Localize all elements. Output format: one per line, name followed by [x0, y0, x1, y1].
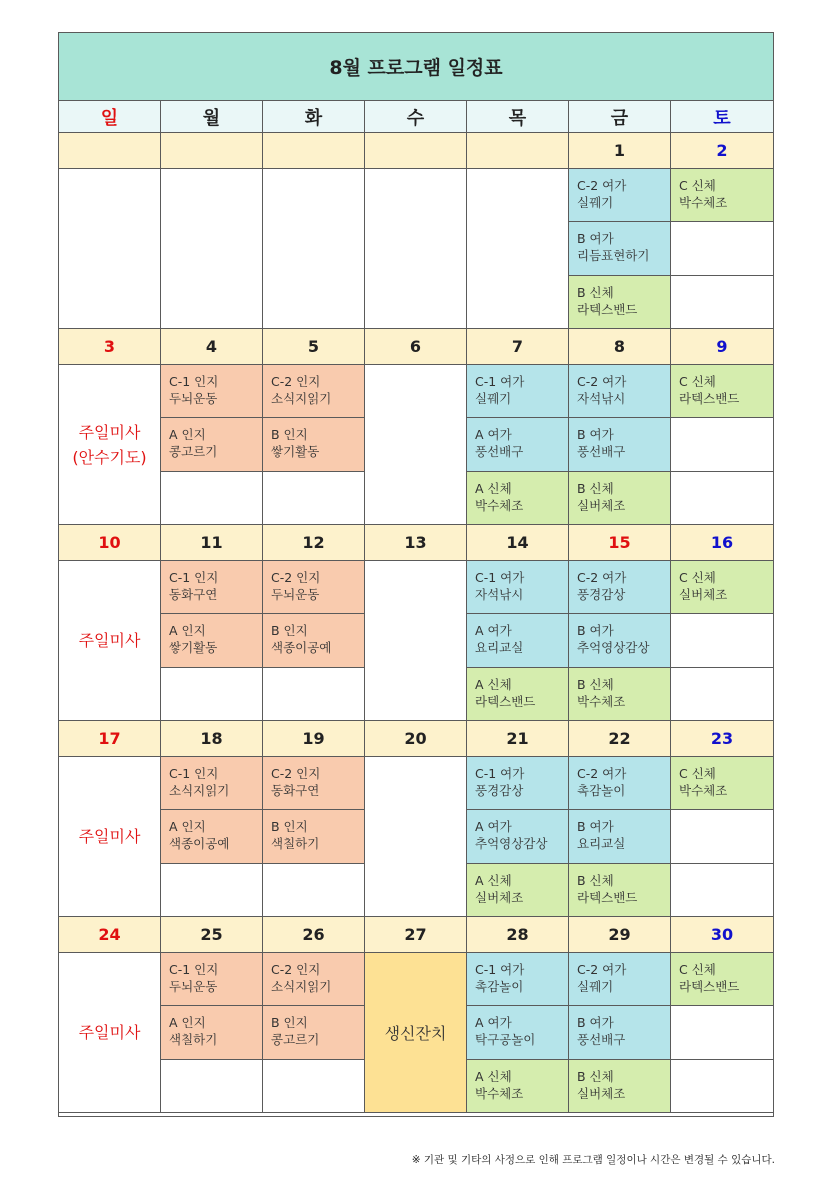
program-group: C-1 인지 — [169, 766, 219, 781]
date-cell: 8 — [569, 329, 671, 365]
program-group: A 인지 — [169, 623, 206, 638]
program-group: A 인지 — [169, 1015, 206, 1030]
program-activity: 풍선배구 — [577, 444, 626, 459]
program-activity: 실버체조 — [475, 890, 524, 905]
empty-cell — [365, 169, 467, 329]
sunday-mass-text: 주일미사 — [78, 631, 141, 650]
program-physical-cell — [671, 757, 773, 810]
program-group: B 인지 — [271, 427, 308, 442]
empty-cell — [671, 472, 773, 525]
program-activity: 박수체조 — [475, 498, 524, 513]
program-activity: 실꿰기 — [475, 391, 512, 406]
program-group: C 신체 — [679, 178, 716, 193]
program-activity: 촉감놀이 — [577, 783, 626, 798]
program-leisure-cell — [569, 810, 671, 864]
weekday-header: 화 — [263, 101, 365, 133]
empty-cell — [263, 472, 365, 525]
program-activity: 색종이공예 — [271, 640, 332, 655]
program-physical-cell — [569, 1060, 671, 1113]
program-leisure-cell — [467, 810, 569, 864]
program-group: C-2 여가 — [577, 962, 627, 977]
birthday-party-label: 생신잔치 — [384, 1024, 447, 1043]
program-physical-cell — [569, 668, 671, 721]
program-physical-cell — [569, 864, 671, 917]
date-cell: 30 — [671, 917, 773, 953]
program-cognitive-cell — [161, 757, 263, 810]
date-cell: 6 — [365, 329, 467, 365]
program-cognitive-cell — [161, 953, 263, 1006]
program-physical-cell — [467, 864, 569, 917]
program-group: C-1 인지 — [169, 962, 219, 977]
date-cell: 17 — [59, 721, 161, 757]
program-leisure-cell — [569, 757, 671, 810]
program-activity: 라텍스밴드 — [679, 391, 740, 406]
program-activity: 박수체조 — [577, 694, 626, 709]
sunday-mass-cell — [59, 757, 161, 917]
program-cognitive-cell — [161, 365, 263, 418]
program-group: A 신체 — [475, 873, 512, 888]
program-physical-cell — [569, 276, 671, 329]
date-cell: 4 — [161, 329, 263, 365]
program-group: A 인지 — [169, 819, 206, 834]
program-activity: 풍경감상 — [577, 587, 626, 602]
program-activity: 실버체조 — [679, 587, 728, 602]
date-cell: 29 — [569, 917, 671, 953]
program-activity: 두뇌운동 — [271, 587, 320, 602]
date-cell: 20 — [365, 721, 467, 757]
empty-cell — [161, 864, 263, 917]
program-group: C-1 인지 — [169, 374, 219, 389]
program-cognitive-cell — [161, 810, 263, 864]
empty-cell — [671, 418, 773, 472]
sunday-mass-cell — [59, 169, 161, 329]
program-physical-cell — [671, 561, 773, 614]
program-leisure-cell — [467, 757, 569, 810]
footnote: ※ 기관 및 기타의 사정으로 인해 프로그램 일정이나 시간은 변경될 수 있습니다. — [411, 1154, 775, 1166]
program-group: C-2 여가 — [577, 374, 627, 389]
empty-cell — [467, 169, 569, 329]
program-activity: 실꿰기 — [577, 195, 614, 210]
sunday-mass-text: 주일미사 (안수기도) — [72, 422, 147, 467]
program-leisure-cell — [569, 1006, 671, 1060]
weekday-header: 일 — [59, 101, 161, 133]
program-group: A 여가 — [475, 623, 512, 638]
program-activity: 두뇌운동 — [169, 979, 218, 994]
program-activity: 요리교실 — [577, 836, 626, 851]
program-group: C 신체 — [679, 570, 716, 585]
sunday-mass-text: 주일미사 — [78, 827, 141, 846]
program-group: C-2 여가 — [577, 570, 627, 585]
program-leisure-cell — [467, 1006, 569, 1060]
program-activity: 실꿰기 — [577, 979, 614, 994]
program-group: B 신체 — [577, 285, 614, 300]
date-cell: 3 — [59, 329, 161, 365]
program-group: B 신체 — [577, 481, 614, 496]
program-group: A 인지 — [169, 427, 206, 442]
program-physical-cell — [569, 472, 671, 525]
program-cognitive-cell — [263, 365, 365, 418]
program-activity: 두뇌운동 — [169, 391, 218, 406]
empty-cell — [365, 365, 467, 525]
program-leisure-cell — [467, 418, 569, 472]
date-cell: 16 — [671, 525, 773, 561]
program-cognitive-cell — [263, 614, 365, 668]
program-group: B 여가 — [577, 231, 614, 246]
program-leisure-cell — [569, 365, 671, 418]
empty-cell — [671, 864, 773, 917]
program-activity: 라텍스밴드 — [577, 302, 638, 317]
program-leisure-cell — [569, 953, 671, 1006]
birthday-party-cell — [365, 953, 467, 1113]
program-cognitive-cell — [161, 1006, 263, 1060]
program-group: A 여가 — [475, 1015, 512, 1030]
page-title: 8월 프로그램 일정표 — [59, 33, 773, 101]
program-activity: 추억영상감상 — [577, 640, 650, 655]
program-cognitive-cell — [161, 614, 263, 668]
program-activity: 박수체조 — [475, 1086, 524, 1101]
program-activity: 콩고르기 — [169, 444, 218, 459]
program-activity: 라텍스밴드 — [577, 890, 638, 905]
empty-cell — [365, 561, 467, 721]
empty-cell — [671, 1006, 773, 1060]
program-activity: 동화구연 — [271, 783, 320, 798]
program-cognitive-cell — [263, 1006, 365, 1060]
program-group: B 신체 — [577, 1069, 614, 1084]
empty-cell — [365, 757, 467, 917]
program-leisure-cell — [569, 614, 671, 668]
date-cell: 28 — [467, 917, 569, 953]
program-group: C 신체 — [679, 374, 716, 389]
program-group: C-2 인지 — [271, 374, 321, 389]
program-activity: 촉감놀이 — [475, 979, 524, 994]
date-cell: 15 — [569, 525, 671, 561]
program-activity: 콩고르기 — [271, 1032, 320, 1047]
date-cell — [263, 133, 365, 169]
weekday-header: 월 — [161, 101, 263, 133]
date-cell: 1 — [569, 133, 671, 169]
program-activity: 실버체조 — [577, 498, 626, 513]
date-cell — [161, 133, 263, 169]
program-group: A 여가 — [475, 819, 512, 834]
program-activity: 자석낚시 — [475, 587, 524, 602]
program-activity: 박수체조 — [679, 195, 728, 210]
program-group: B 여가 — [577, 623, 614, 638]
weekday-header: 토 — [671, 101, 773, 133]
program-group: C-2 여가 — [577, 178, 627, 193]
program-leisure-cell — [467, 614, 569, 668]
empty-cell — [671, 668, 773, 721]
program-activity: 자석낚시 — [577, 391, 626, 406]
program-physical-cell — [467, 472, 569, 525]
program-physical-cell — [671, 169, 773, 222]
program-group: A 신체 — [475, 677, 512, 692]
date-cell: 12 — [263, 525, 365, 561]
program-activity: 실버체조 — [577, 1086, 626, 1101]
program-activity: 색칠하기 — [271, 836, 320, 851]
empty-cell — [161, 668, 263, 721]
empty-cell — [263, 668, 365, 721]
date-cell: 19 — [263, 721, 365, 757]
program-activity: 풍경감상 — [475, 783, 524, 798]
program-group: C-2 인지 — [271, 766, 321, 781]
program-cognitive-cell — [263, 757, 365, 810]
program-leisure-cell — [467, 365, 569, 418]
date-cell: 9 — [671, 329, 773, 365]
program-leisure-cell — [569, 561, 671, 614]
program-activity: 색칠하기 — [169, 1032, 218, 1047]
program-activity: 소식지읽기 — [271, 391, 332, 406]
program-activity: 풍선배구 — [577, 1032, 626, 1047]
program-activity: 요리교실 — [475, 640, 524, 655]
date-cell: 7 — [467, 329, 569, 365]
date-cell: 24 — [59, 917, 161, 953]
program-group: C 신체 — [679, 766, 716, 781]
date-cell — [59, 133, 161, 169]
date-cell: 10 — [59, 525, 161, 561]
program-leisure-cell — [569, 418, 671, 472]
program-leisure-cell — [467, 561, 569, 614]
sunday-mass-text: 주일미사 — [78, 1023, 141, 1042]
program-group: B 여가 — [577, 427, 614, 442]
date-cell: 18 — [161, 721, 263, 757]
date-cell — [365, 133, 467, 169]
date-cell: 26 — [263, 917, 365, 953]
program-group: B 인지 — [271, 623, 308, 638]
date-cell: 5 — [263, 329, 365, 365]
date-cell: 14 — [467, 525, 569, 561]
date-cell: 25 — [161, 917, 263, 953]
empty-cell — [671, 810, 773, 864]
program-activity: 라텍스밴드 — [475, 694, 536, 709]
program-group: B 신체 — [577, 677, 614, 692]
weekday-header: 수 — [365, 101, 467, 133]
program-cognitive-cell — [161, 561, 263, 614]
program-group: C-1 여가 — [475, 766, 525, 781]
program-activity: 소식지읽기 — [169, 783, 230, 798]
program-cognitive-cell — [263, 810, 365, 864]
date-cell: 2 — [671, 133, 773, 169]
program-leisure-cell — [467, 953, 569, 1006]
empty-cell — [161, 472, 263, 525]
program-group: A 신체 — [475, 481, 512, 496]
sunday-mass-cell — [59, 561, 161, 721]
program-group: C-2 인지 — [271, 962, 321, 977]
date-cell: 21 — [467, 721, 569, 757]
date-cell: 27 — [365, 917, 467, 953]
program-activity: 색종이공예 — [169, 836, 230, 851]
program-group: A 여가 — [475, 427, 512, 442]
weekday-header: 목 — [467, 101, 569, 133]
program-group: C 신체 — [679, 962, 716, 977]
program-physical-cell — [671, 365, 773, 418]
program-group: A 신체 — [475, 1069, 512, 1084]
program-activity: 라텍스밴드 — [679, 979, 740, 994]
date-cell: 22 — [569, 721, 671, 757]
program-group: C-1 여가 — [475, 374, 525, 389]
program-cognitive-cell — [263, 418, 365, 472]
empty-cell — [671, 614, 773, 668]
sunday-mass-cell — [59, 365, 161, 525]
empty-cell — [161, 169, 263, 329]
date-cell: 13 — [365, 525, 467, 561]
empty-cell — [263, 1060, 365, 1113]
program-group: C-1 인지 — [169, 570, 219, 585]
program-activity: 박수체조 — [679, 783, 728, 798]
program-group: B 인지 — [271, 1015, 308, 1030]
empty-cell — [263, 864, 365, 917]
program-group: C-2 인지 — [271, 570, 321, 585]
program-group: C-1 여가 — [475, 962, 525, 977]
program-cognitive-cell — [263, 953, 365, 1006]
empty-cell — [263, 169, 365, 329]
program-group: B 여가 — [577, 819, 614, 834]
empty-cell — [671, 276, 773, 329]
program-leisure-cell — [569, 169, 671, 222]
program-group: B 인지 — [271, 819, 308, 834]
date-cell: 23 — [671, 721, 773, 757]
program-activity: 리듬표현하기 — [577, 248, 650, 263]
program-activity: 쌓기활동 — [169, 640, 218, 655]
program-group: C-1 여가 — [475, 570, 525, 585]
program-cognitive-cell — [161, 418, 263, 472]
empty-cell — [671, 222, 773, 276]
sunday-mass-cell — [59, 953, 161, 1113]
program-activity: 쌓기활동 — [271, 444, 320, 459]
empty-cell — [671, 1060, 773, 1113]
program-group: B 신체 — [577, 873, 614, 888]
program-physical-cell — [467, 1060, 569, 1113]
date-cell — [467, 133, 569, 169]
program-activity: 소식지읽기 — [271, 979, 332, 994]
program-group: C-2 여가 — [577, 766, 627, 781]
calendar-table — [58, 32, 774, 1117]
program-cognitive-cell — [263, 561, 365, 614]
program-leisure-cell — [569, 222, 671, 276]
program-activity: 동화구연 — [169, 587, 218, 602]
program-activity: 추억영상감상 — [475, 836, 548, 851]
empty-cell — [161, 1060, 263, 1113]
date-cell: 11 — [161, 525, 263, 561]
program-physical-cell — [467, 668, 569, 721]
program-activity: 풍선배구 — [475, 444, 524, 459]
program-group: B 여가 — [577, 1015, 614, 1030]
weekday-header: 금 — [569, 101, 671, 133]
program-physical-cell — [671, 953, 773, 1006]
program-activity: 탁구공놀이 — [475, 1032, 536, 1047]
